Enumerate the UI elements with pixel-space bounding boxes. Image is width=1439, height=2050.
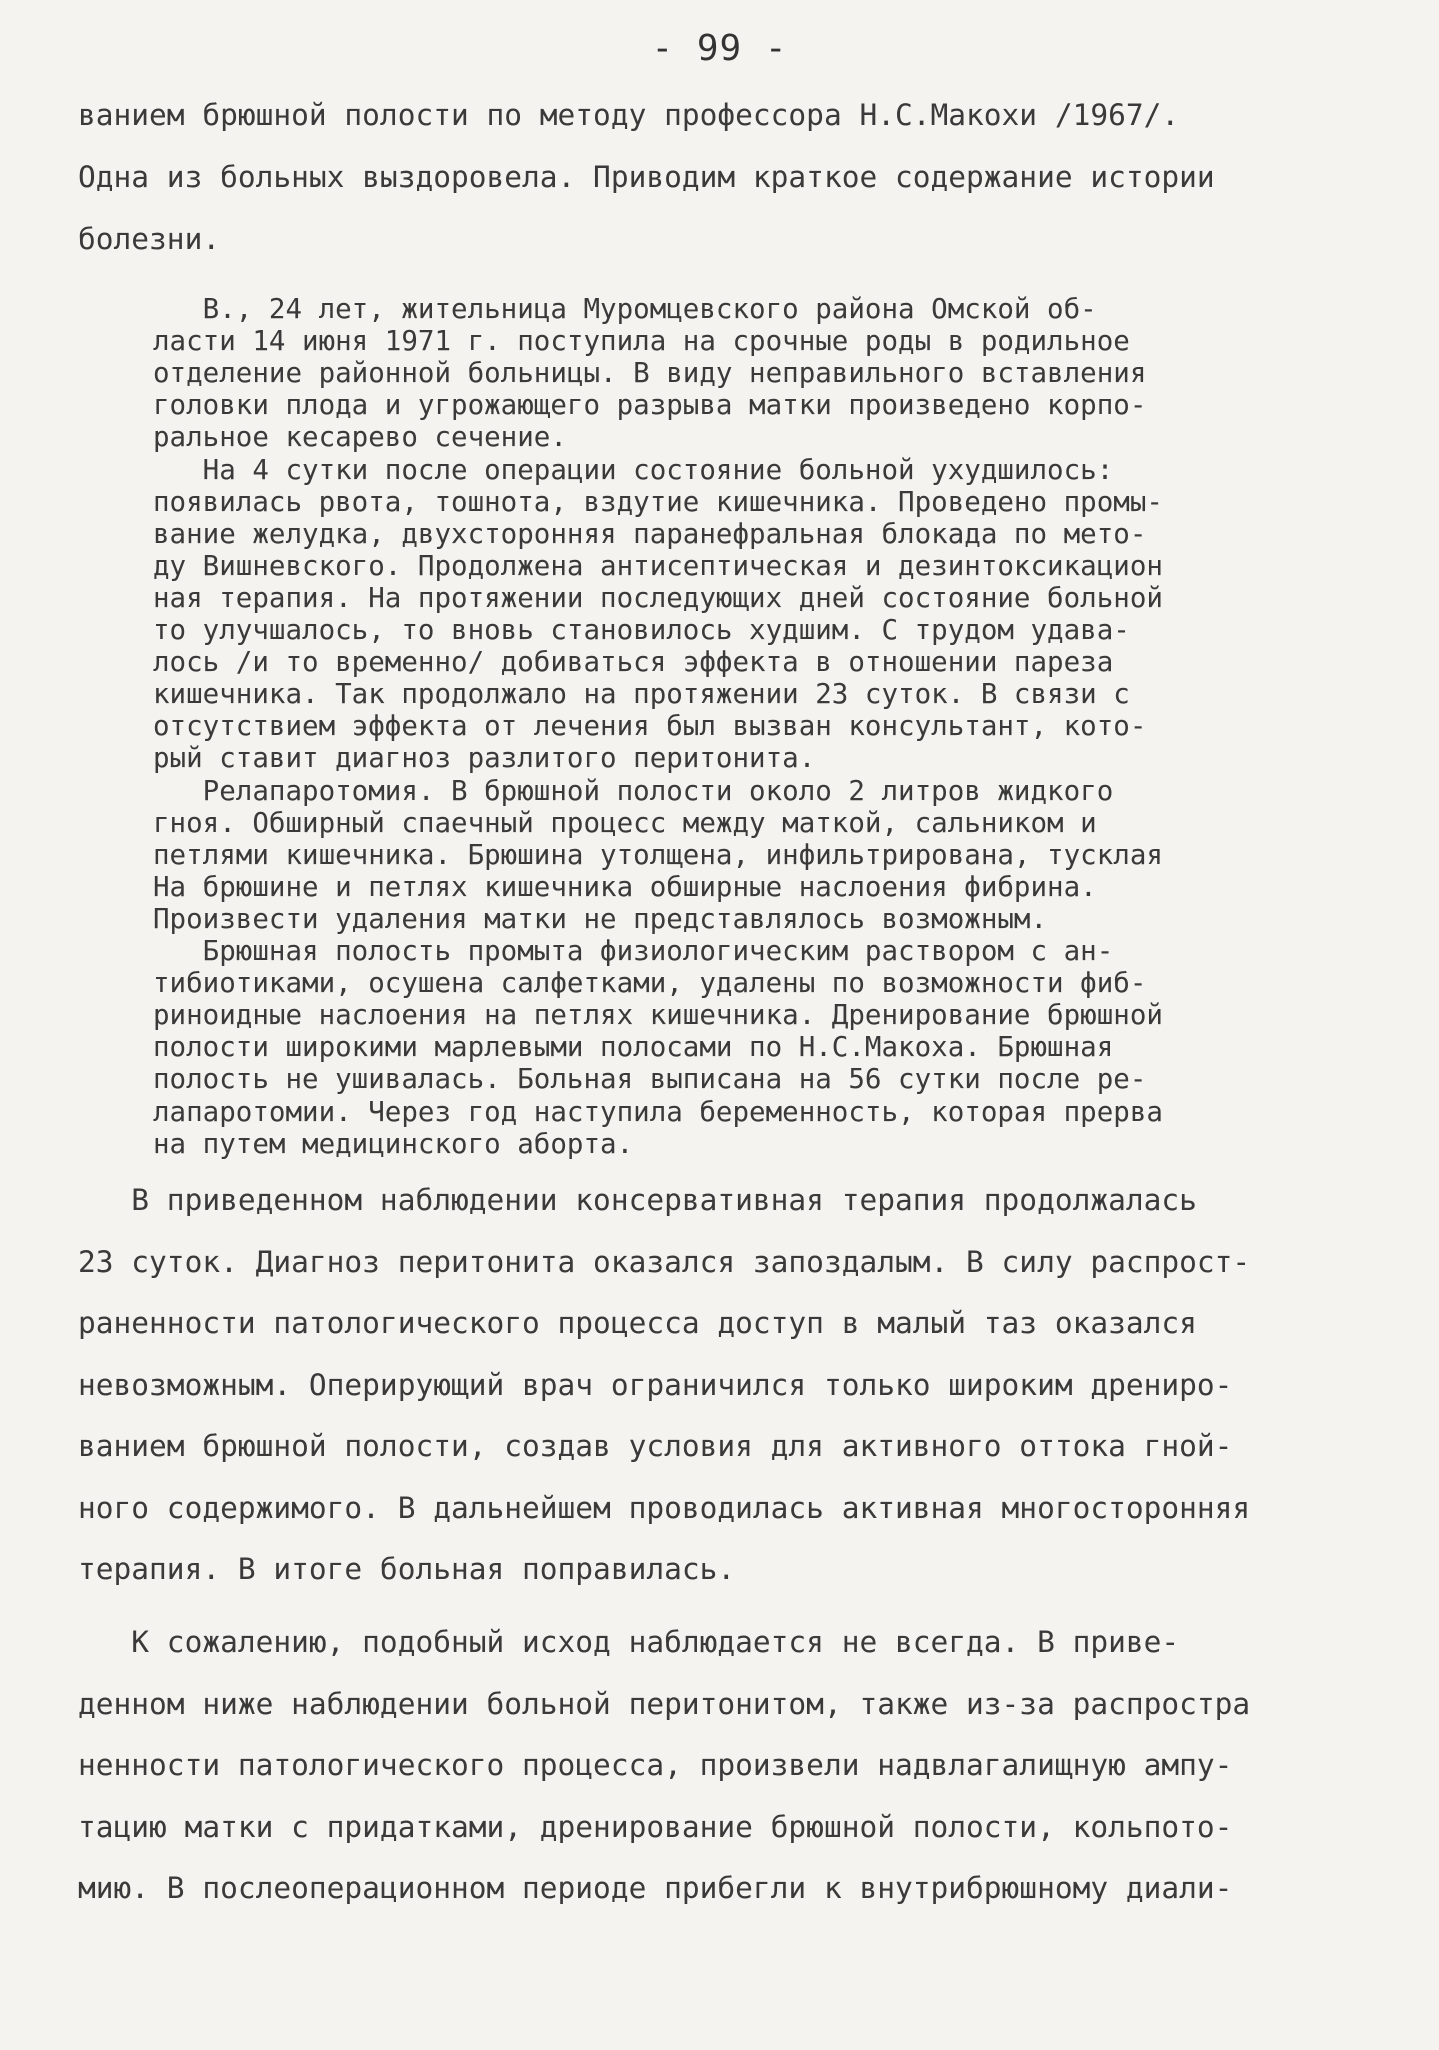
case-report-line: полость не ушивалась. Больная выписана на 56 сутки после ре- bbox=[153, 1063, 1147, 1096]
case-report-line: полости широкими марлевыми полосами по Н.С.Макоха. Брюшная bbox=[153, 1031, 1114, 1064]
paragraph-2-line: 23 суток. Диагноз перитонита оказался запоздалым. В силу распрост- bbox=[78, 1244, 1251, 1279]
case-report-line: вание желудка, двухсторонняя паранефральная блокада по мето- bbox=[153, 517, 1147, 550]
case-report-line: Брюшная полость промыта физиологическим раствором с ан- bbox=[153, 935, 1114, 967]
paragraph-1-line: Одна из больных выздоровела. Приводим краткое содержание истории bbox=[78, 160, 1215, 194]
case-report-line: петлями кишечника. Брюшина утолщена, инфильтрирована, тусклая bbox=[153, 838, 1163, 871]
case-report-line: то улучшалось, то вновь становилось худшим. С трудом удава- bbox=[153, 614, 1130, 646]
case-report-line: лапаротомии. Через год наступила беременность, которая прерва bbox=[153, 1095, 1163, 1128]
case-report-line: ная терапия. На протяжении последующих дней состояние больной bbox=[153, 581, 1163, 614]
case-report-line: Произвести удаления матки не представлялось возможным. bbox=[153, 902, 1048, 935]
paragraph-2-line: терапия. В итоге больная поправилась. bbox=[78, 1552, 736, 1586]
case-report-line: риноидные наслоения на петлях кишечника. Дренирование брюшной bbox=[153, 999, 1163, 1032]
case-report-line: На 4 сутки после операции состояние больной ухудшилось: bbox=[153, 453, 1114, 486]
case-report-line: ду Вишневского. Продолжена антисептическая и дезинтоксикацион bbox=[153, 549, 1163, 582]
case-report-line: рый ставит диагноз разлитого перитонита. bbox=[153, 742, 816, 775]
case-report-line: появилась рвота, тошнота, вздутие кишечника. Проведено промы- bbox=[153, 485, 1163, 518]
case-report-line: отсутствием эффекта от лечения был вызван консультант, кото- bbox=[153, 710, 1147, 743]
paragraph-2-line: раненности патологического процесса доступ в малый таз оказался bbox=[78, 1306, 1197, 1340]
case-report-line: Релапаротомия. В брюшной полости около 2 литров жидкого bbox=[153, 774, 1114, 807]
case-report-line: ласти 14 июня 1971 г. поступила на срочные роды в родильное bbox=[153, 325, 1130, 358]
case-report-line: отделение районной больницы. В виду неправильного вставления bbox=[153, 357, 1147, 390]
paragraph-3-line: К сожалению, подобный исход наблюдается не всегда. В приве- bbox=[78, 1625, 1180, 1659]
page-number: - 99 - bbox=[651, 28, 788, 69]
paragraph-1-line: болезни. bbox=[78, 222, 221, 256]
case-report-line: тибиотиками, осушена салфетками, удалены по возможности фиб- bbox=[153, 967, 1147, 1000]
paragraph-3-line: ненности патологического процесса, произвели надвлагалищную ампу- bbox=[78, 1748, 1233, 1782]
paragraph-1-line: ванием брюшной полости по методу профессора Н.С.Макохи /1967/. bbox=[78, 98, 1180, 132]
paragraph-3-line: мию. В послеоперационном периоде прибегли к внутрибрюшному диали- bbox=[78, 1871, 1233, 1905]
case-report-line: ральное кесарево сечение. bbox=[153, 421, 567, 454]
paragraph-2-line: ванием брюшной полости, создав условия для активного оттока гной- bbox=[78, 1429, 1233, 1463]
paragraph-3-line: тацию матки с придатками, дренирование брюшной полости, кольпото- bbox=[78, 1809, 1233, 1844]
case-report-line: кишечника. Так продолжало на протяжении 23 суток. В связи с bbox=[153, 678, 1130, 711]
paragraph-2-line: В приведенном наблюдении консервативная терапия продолжалась bbox=[78, 1183, 1197, 1217]
paragraph-2-line: невозможным. Оперирующий врач ограничился только широким дрениро- bbox=[78, 1367, 1233, 1402]
case-report-line: В., 24 лет, жительница Муромцевского района Омской об- bbox=[153, 293, 1097, 325]
paragraph-3-line: денном ниже наблюдении больной перитонитом, также из-за распростра bbox=[78, 1686, 1251, 1721]
case-report-line: гноя. Обширный спаечный процесс между маткой, сальником и bbox=[153, 806, 1097, 839]
case-report-line: на путем медицинского аборта. bbox=[153, 1127, 634, 1160]
case-report-line: На брюшине и петлях кишечника обширные наслоения фибрина. bbox=[153, 870, 1097, 903]
paragraph-2-line: ного содержимого. В дальнейшем проводилась активная многосторонняя bbox=[78, 1490, 1251, 1525]
case-report-line: лось /и то временно/ добиваться эффекта в отношении пареза bbox=[153, 646, 1114, 679]
case-report-line: головки плода и угрожающего разрыва матки произведено корпо- bbox=[153, 389, 1147, 422]
